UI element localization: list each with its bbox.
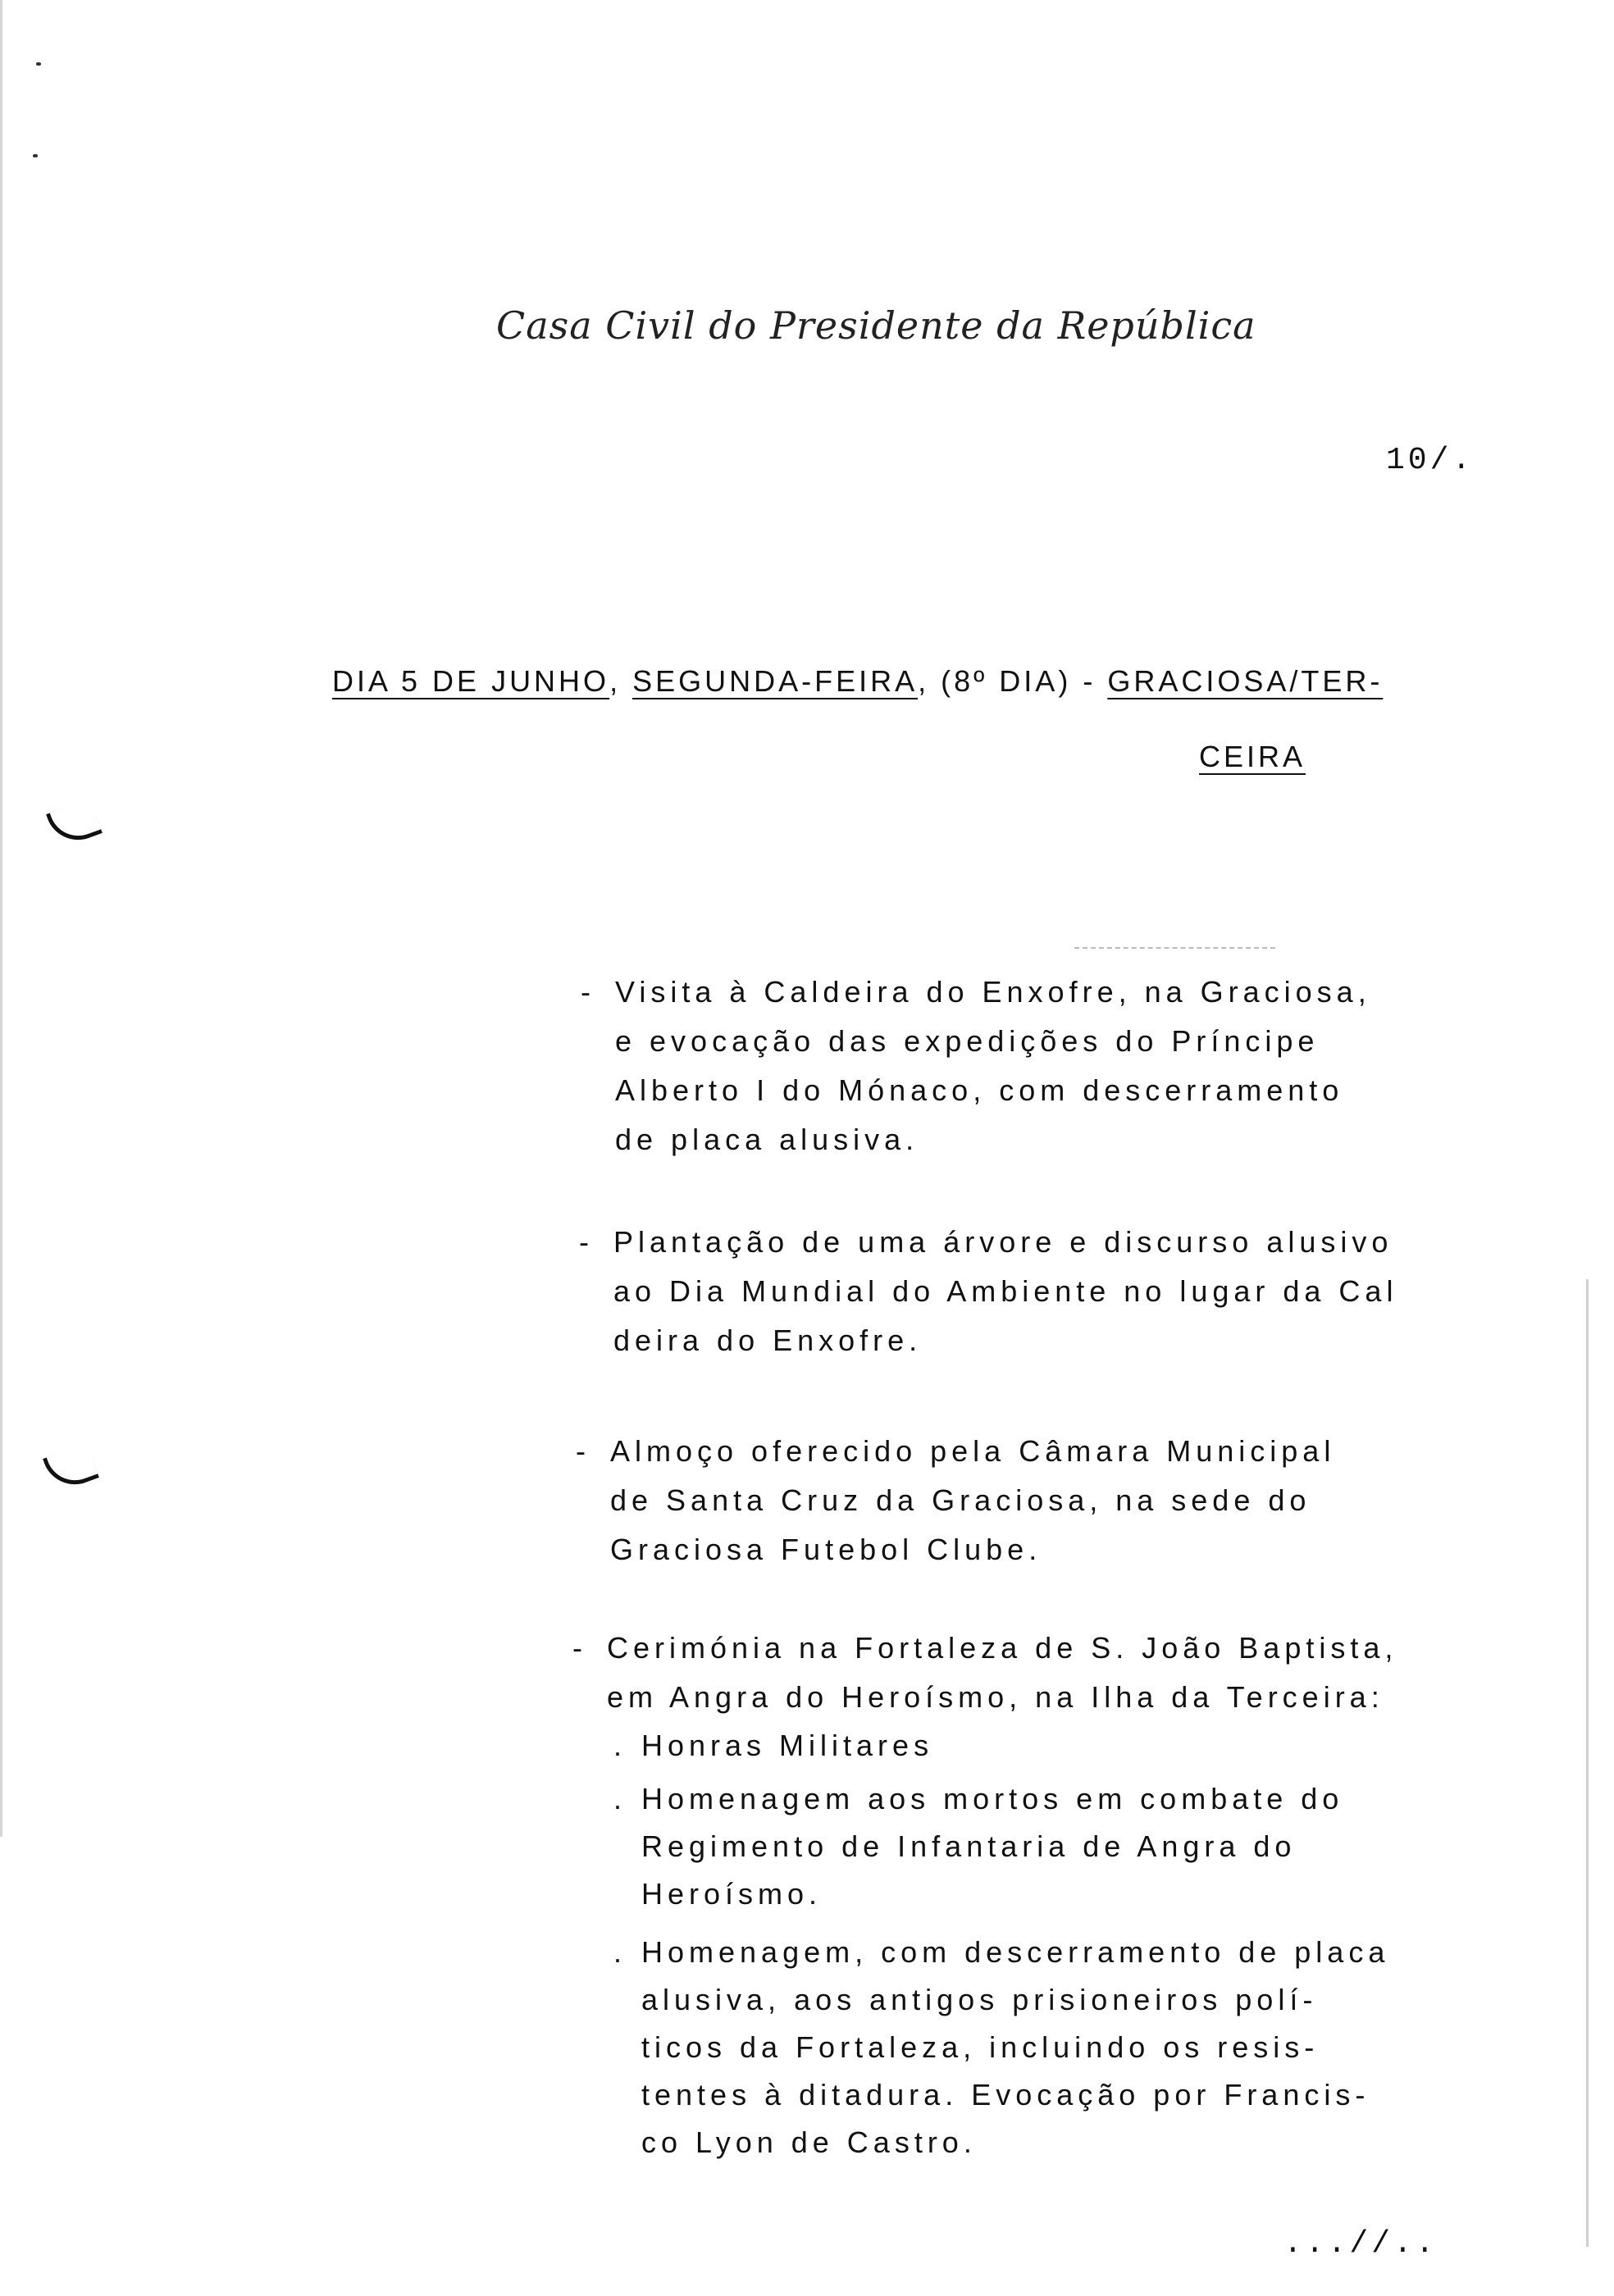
heading-day-count: (8º DIA): [941, 664, 1072, 698]
subitem-bullet: .: [613, 1729, 627, 1762]
item-line: em Angra do Heroísmo, na Ilha da Terceira:: [607, 1680, 1384, 1714]
heading-date: DIA 5 DE JUNHO: [332, 664, 610, 698]
item-line: ao Dia Mundial do Ambiente no lugar da Cal: [613, 1274, 1398, 1308]
subitem-line: co Lyon de Castro.: [641, 2125, 977, 2159]
item-line: Alberto I do Mónaco, com descerramento: [615, 1073, 1344, 1107]
letterhead: Casa Civil do Presidente da República: [496, 303, 1256, 348]
continuation-mark: ...//..: [1283, 2226, 1438, 2262]
item-line: Cerimónia na Fortaleza de S. João Baptista,: [607, 1631, 1398, 1665]
agenda-item: [579, 1218, 1398, 1365]
item-line: Visita à Caldeira do Enxofre, na Graciosa,: [615, 975, 1371, 1009]
subitem-line: Regimento de Infantaria de Angra do: [641, 1829, 1297, 1863]
item-line: e evocação das expedições do Príncipe: [615, 1024, 1320, 1058]
speck-mark: [36, 62, 41, 66]
page-number: 10/.: [1386, 443, 1475, 478]
item-bullet: -: [579, 1225, 594, 1259]
faint-dash-mark: [1074, 947, 1275, 950]
speck-mark: [33, 154, 38, 157]
heading-place-continued: CEIRA: [1199, 740, 1306, 773]
heading-dash: -: [1071, 664, 1108, 698]
heading-place: GRACIOSA/TER-: [1107, 664, 1384, 698]
day-heading: [332, 664, 1383, 699]
binding-edge: [0, 0, 2, 1837]
subitem-bullet: .: [613, 1935, 627, 1969]
punch-hole-mark: [46, 799, 103, 850]
agenda-subitem: [613, 1722, 934, 1770]
subitem-line: tentes à ditadura. Evocação por Francis-: [641, 2078, 1370, 2112]
agenda-item: [581, 968, 1371, 1164]
agenda-item: [576, 1427, 1336, 1574]
subitem-bullet: .: [613, 1782, 627, 1815]
item-bullet: -: [572, 1631, 587, 1665]
item-line: deira do Enxofre.: [613, 1323, 923, 1357]
item-line: Almoço oferecido pela Câmara Municipal: [610, 1434, 1336, 1468]
heading-weekday: SEGUNDA-FEIRA: [632, 664, 919, 698]
heading-separator: ,: [918, 664, 942, 698]
punch-hole-mark: [43, 1443, 99, 1494]
agenda-subitem: [613, 1929, 1390, 2166]
item-line: Plantação de uma árvore e discurso alusivo: [613, 1225, 1393, 1259]
right-edge-mark: [1586, 1279, 1589, 2247]
item-line: de placa alusiva.: [615, 1123, 919, 1156]
subitem-line: Homenagem, com descerramento de placa: [641, 1935, 1390, 1969]
subitem-line: Heroísmo.: [641, 1877, 823, 1911]
subitem-line: ticos da Fortaleza, incluindo os resis-: [641, 2030, 1320, 2064]
item-line: Graciosa Futebol Clube.: [610, 1533, 1042, 1566]
item-bullet: -: [576, 1434, 590, 1468]
agenda-item: [572, 1624, 1398, 1722]
subitem-line: Honras Militares: [641, 1729, 934, 1762]
agenda-subitem: [613, 1775, 1344, 1918]
subitem-line: alusiva, aos antigos prisioneiros polí-: [641, 1983, 1318, 2016]
item-bullet: -: [581, 975, 595, 1009]
subitem-line: Homenagem aos mortos em combate do: [641, 1782, 1344, 1815]
heading-separator: ,: [609, 664, 633, 698]
item-line: de Santa Cruz da Graciosa, na sede do: [610, 1483, 1311, 1517]
